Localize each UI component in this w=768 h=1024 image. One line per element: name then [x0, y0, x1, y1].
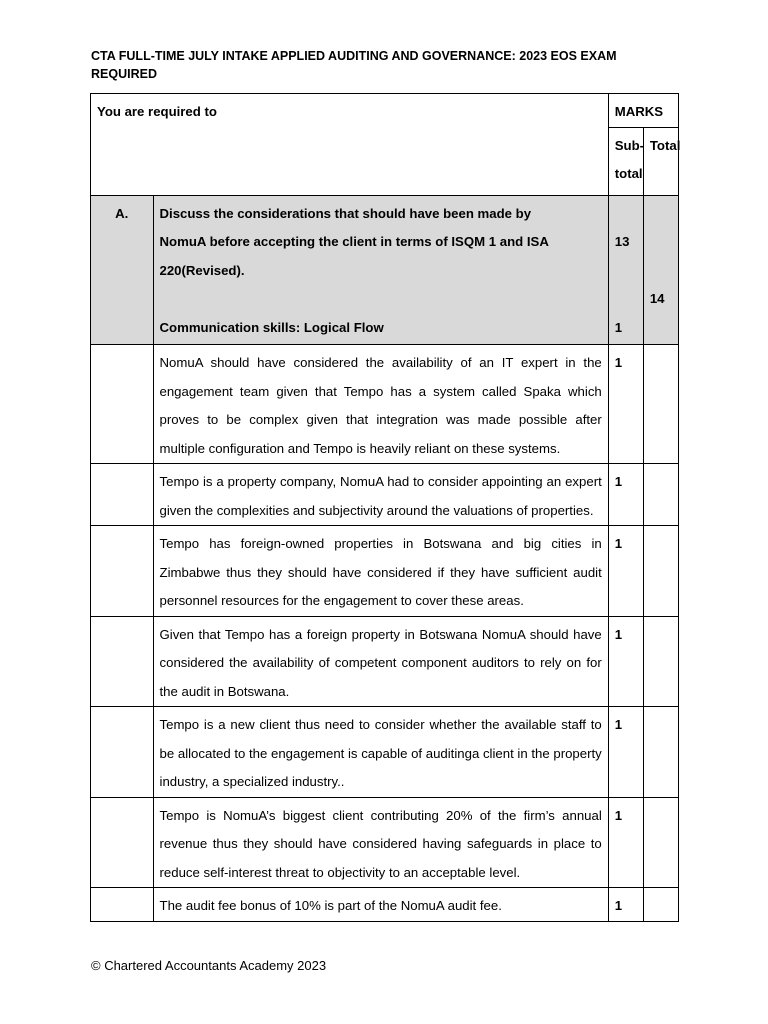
- copyright-footer: © Chartered Accountants Academy 2023: [91, 958, 327, 973]
- row-text: Tempo is a new client thus need to consider whether the available staff to be allocated to the engagement is capable of auditinga client in the property industry, a specialized industry..: [153, 707, 608, 798]
- row-mark: 1: [608, 345, 643, 464]
- communication-skills: Communication skills: Logical Flow: [159, 319, 384, 335]
- question-subtotal-comm: 1: [614, 319, 623, 335]
- marks-header: MARKS: [608, 94, 678, 128]
- question-label: A.: [91, 195, 154, 345]
- row-mark: 1: [608, 888, 643, 922]
- total-header: Total: [643, 127, 678, 195]
- row-text: Tempo is a property company, NomuA had to consider appointing an expert given the complexities and subjectivity around the valuations of properties.: [153, 464, 608, 526]
- question-subtotals: [608, 195, 643, 345]
- question-subtotal-main: 13: [614, 234, 630, 249]
- subtotal-header: [608, 127, 643, 195]
- required-header: You are required to: [91, 94, 609, 196]
- question-text: [153, 195, 608, 345]
- question-line-3: 220(Revised).: [159, 262, 245, 278]
- table-row: [91, 464, 679, 526]
- question-total: 14: [649, 291, 665, 306]
- question-line-2: NomuA before accepting the client in terms of ISQM 1 and ISA: [159, 234, 549, 249]
- row-text: Tempo has foreign-owned properties in Botswana and big cities in Zimbabwe thus they should have considered if they have sufficient audit personnel resources for the engagement to cover these areas.: [153, 526, 608, 617]
- table-row: [91, 888, 679, 922]
- row-mark: 1: [608, 464, 643, 526]
- question-row: [91, 195, 679, 345]
- row-mark: 1: [608, 797, 643, 888]
- table-row: [91, 707, 679, 798]
- title-line-1: CTA FULL-TIME JULY INTAKE APPLIED AUDITING AND GOVERNANCE: 2023 EOS EXAM: [91, 49, 617, 63]
- subtotal-header-line2: total: [614, 166, 643, 181]
- subtotal-header-line1: Sub-: [614, 137, 645, 153]
- table-row: [91, 345, 679, 464]
- table-row: [91, 616, 679, 707]
- row-text: NomuA should have considered the availability of an IT expert in the engagement team given that Tempo has a system called Spaka which proves to be complex given that integration was made possible after multiple configuration and Tempo is heavily reliant on these systems.: [153, 345, 608, 464]
- title-line-2: REQUIRED: [91, 67, 157, 81]
- row-mark: 1: [608, 707, 643, 798]
- row-mark: 1: [608, 526, 643, 617]
- table-header-row: [91, 94, 679, 128]
- document-title: [91, 47, 691, 83]
- question-total-cell: [643, 195, 678, 345]
- question-line-1: Discuss the considerations that should have been made by: [159, 205, 532, 221]
- marks-table: [90, 93, 679, 922]
- table-row: [91, 526, 679, 617]
- table-row: [91, 797, 679, 888]
- row-text: Given that Tempo has a foreign property in Botswana NomuA should have considered the availability of competent component auditors to rely on for the audit in Botswana.: [153, 616, 608, 707]
- row-text: Tempo is NomuA’s biggest client contributing 20% of the firm’s annual revenue thus they should have considered having safeguards in place to reduce self-interest threat to objectivity to an acceptable level.: [153, 797, 608, 888]
- row-text: The audit fee bonus of 10% is part of the NomuA audit fee.: [153, 888, 608, 922]
- row-mark: 1: [608, 616, 643, 707]
